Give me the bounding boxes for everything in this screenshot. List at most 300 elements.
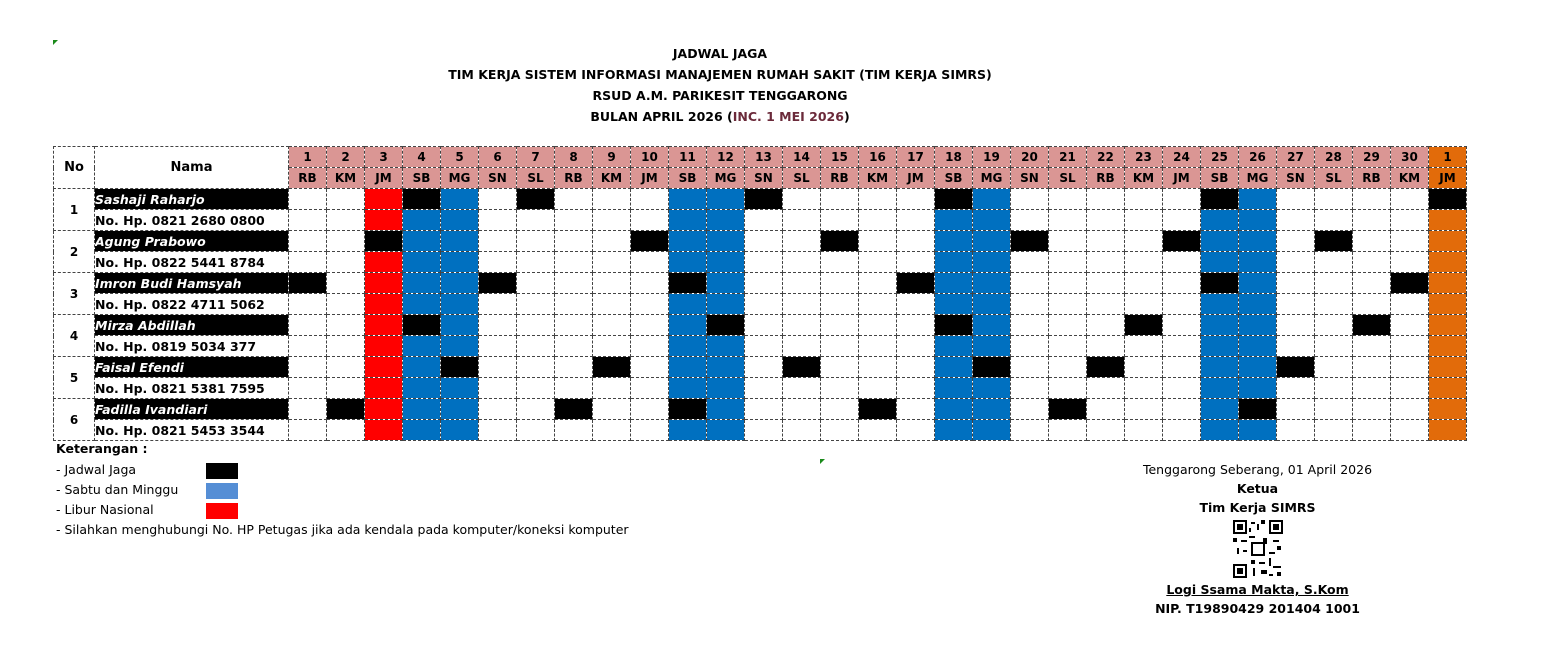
schedule-cell: [821, 420, 859, 441]
title-line-2: TIM KERJA SISTEM INFORMASI MANAJEMEN RUMAH SAKIT (TIM KERJA SIMRS): [448, 67, 992, 82]
schedule-cell: [973, 210, 1011, 231]
schedule-cell: [517, 273, 555, 294]
schedule-cell: [707, 399, 745, 420]
schedule-cell: [1011, 252, 1049, 273]
schedule-cell: [441, 378, 479, 399]
schedule-cell: [1429, 294, 1467, 315]
schedule-cell: [821, 399, 859, 420]
schedule-cell: [783, 231, 821, 252]
day-code-header: JM: [897, 168, 935, 189]
schedule-cell: [289, 294, 327, 315]
duty-cell: [897, 273, 935, 294]
schedule-cell: [631, 189, 669, 210]
day-number-header: 11: [669, 147, 707, 168]
inc-note: INC. 1 MEI 2026: [732, 109, 844, 124]
day-code-header: MG: [973, 168, 1011, 189]
schedule-cell: [821, 210, 859, 231]
duty-cell: [669, 273, 707, 294]
schedule-cell: [669, 252, 707, 273]
schedule-cell: [365, 336, 403, 357]
duty-cell: [935, 189, 973, 210]
schedule-cell: [479, 399, 517, 420]
schedule-cell: [289, 210, 327, 231]
schedule-cell: [783, 252, 821, 273]
schedule-cell: [1087, 378, 1125, 399]
duty-cell: [555, 399, 593, 420]
schedule-cell: [1277, 315, 1315, 336]
place-date: Tenggarong Seberang, 01 April 2026: [1142, 462, 1373, 477]
duty-cell: [935, 315, 973, 336]
schedule-cell: [1125, 189, 1163, 210]
schedule-cell: [517, 315, 555, 336]
schedule-cell: [441, 252, 479, 273]
staff-number: 3: [54, 273, 95, 315]
schedule-cell: [1429, 231, 1467, 252]
staff-phone: No. Hp. 0822 4711 5062: [95, 294, 289, 315]
day-code-header: KM: [859, 168, 897, 189]
schedule-cell: [783, 420, 821, 441]
schedule-cell: [707, 231, 745, 252]
schedule-cell: [1087, 231, 1125, 252]
schedule-cell: [1125, 252, 1163, 273]
day-code-header: MG: [441, 168, 479, 189]
staff-name-row: [54, 315, 1467, 336]
staff-name-row: [54, 231, 1467, 252]
schedule-cell: [403, 252, 441, 273]
schedule-cell: [517, 252, 555, 273]
schedule-cell: [1277, 336, 1315, 357]
schedule-cell: [821, 294, 859, 315]
duty-cell: [1011, 231, 1049, 252]
weekend-swatch: [206, 483, 238, 499]
schedule-cell: [783, 399, 821, 420]
schedule-cell: [289, 252, 327, 273]
col-name-header: Nama: [95, 147, 289, 189]
schedule-cell: [707, 252, 745, 273]
schedule-cell: [1011, 273, 1049, 294]
staff-phone: No. Hp. 0821 5381 7595: [95, 378, 289, 399]
schedule-cell: [403, 336, 441, 357]
schedule-cell: [745, 315, 783, 336]
schedule-cell: [1087, 336, 1125, 357]
schedule-cell: [1011, 399, 1049, 420]
schedule-cell: [327, 189, 365, 210]
schedule-cell: [479, 378, 517, 399]
schedule-cell: [1049, 378, 1087, 399]
schedule-cell: [1429, 399, 1467, 420]
schedule-cell: [1391, 357, 1429, 378]
duty-cell: [973, 357, 1011, 378]
schedule-cell: [1315, 273, 1353, 294]
duty-cell: [1429, 189, 1467, 210]
schedule-cell: [1049, 252, 1087, 273]
duty-cell: [441, 357, 479, 378]
day-number-header: 27: [1277, 147, 1315, 168]
day-number-header: 22: [1087, 147, 1125, 168]
day-number-header: 12: [707, 147, 745, 168]
schedule-cell: [1125, 357, 1163, 378]
schedule-cell: [365, 210, 403, 231]
schedule-cell: [327, 294, 365, 315]
schedule-cell: [1277, 210, 1315, 231]
schedule-cell: [1125, 378, 1163, 399]
schedule-cell: [365, 189, 403, 210]
schedule-cell: [1049, 189, 1087, 210]
day-number-header: 1: [289, 147, 327, 168]
day-number-header: 20: [1011, 147, 1049, 168]
signature-block: [1140, 460, 1375, 618]
schedule-cell: [593, 252, 631, 273]
schedule-cell: [783, 315, 821, 336]
schedule-cell: [745, 420, 783, 441]
schedule-cell: [593, 399, 631, 420]
schedule-cell: [973, 189, 1011, 210]
schedule-cell: [1087, 315, 1125, 336]
schedule-cell: [517, 420, 555, 441]
schedule-cell: [1315, 315, 1353, 336]
day-code-header: JM: [1429, 168, 1467, 189]
staff-name-row: [54, 357, 1467, 378]
schedule-cell: [669, 231, 707, 252]
legend-item: - Sabtu dan Minggu: [56, 480, 629, 500]
day-code-header: KM: [327, 168, 365, 189]
schedule-cell: [1239, 357, 1277, 378]
title-line-3: RSUD A.M. PARIKESIT TENGGARONG: [592, 88, 848, 103]
day-code-header: JM: [631, 168, 669, 189]
schedule-cell: [1315, 378, 1353, 399]
schedule-cell: [1125, 420, 1163, 441]
schedule-cell: [403, 357, 441, 378]
schedule-cell: [403, 420, 441, 441]
schedule-cell: [1391, 294, 1429, 315]
duty-cell: [1353, 315, 1391, 336]
schedule-cell: [973, 273, 1011, 294]
day-code-header: KM: [1391, 168, 1429, 189]
day-code-header: KM: [1125, 168, 1163, 189]
day-number-header: 8: [555, 147, 593, 168]
schedule-cell: [555, 420, 593, 441]
schedule-cell: [821, 315, 859, 336]
schedule-cell: [1087, 420, 1125, 441]
schedule-cell: [821, 357, 859, 378]
staff-name: Fadilla Ivandiari: [95, 399, 289, 420]
schedule-cell: [859, 294, 897, 315]
day-number-header: 9: [593, 147, 631, 168]
day-number-row: [54, 147, 1467, 168]
day-code-header: SN: [1277, 168, 1315, 189]
schedule-cell: [1429, 357, 1467, 378]
schedule-cell: [1049, 231, 1087, 252]
schedule-cell: [479, 294, 517, 315]
schedule-cell: [1353, 294, 1391, 315]
schedule-cell: [441, 420, 479, 441]
schedule-cell: [289, 231, 327, 252]
schedule-cell: [859, 231, 897, 252]
duty-cell: [1315, 231, 1353, 252]
staff-number: 6: [54, 399, 95, 441]
schedule-cell: [1391, 210, 1429, 231]
schedule-table: [53, 146, 1467, 441]
schedule-cell: [1429, 378, 1467, 399]
schedule-cell: [745, 294, 783, 315]
schedule-cell: [935, 420, 973, 441]
schedule-cell: [1277, 378, 1315, 399]
schedule-cell: [631, 357, 669, 378]
day-code-header: RB: [821, 168, 859, 189]
schedule-cell: [1049, 420, 1087, 441]
duty-cell: [517, 189, 555, 210]
staff-number: 1: [54, 189, 95, 231]
day-number-header: 5: [441, 147, 479, 168]
schedule-cell: [327, 336, 365, 357]
day-code-header: SB: [403, 168, 441, 189]
day-number-header: 26: [1239, 147, 1277, 168]
duty-cell: [859, 399, 897, 420]
schedule-cell: [441, 315, 479, 336]
day-number-header: 3: [365, 147, 403, 168]
staff-phone-row: [54, 252, 1467, 273]
schedule-cell: [1391, 315, 1429, 336]
schedule-cell: [1163, 357, 1201, 378]
schedule-cell: [479, 231, 517, 252]
schedule-cell: [631, 273, 669, 294]
schedule-cell: [1049, 357, 1087, 378]
schedule-cell: [1353, 420, 1391, 441]
duty-cell: [289, 273, 327, 294]
schedule-cell: [327, 357, 365, 378]
schedule-cell: [479, 189, 517, 210]
schedule-cell: [365, 399, 403, 420]
day-code-header: MG: [707, 168, 745, 189]
schedule-cell: [1163, 315, 1201, 336]
day-number-header: 21: [1049, 147, 1087, 168]
staff-phone-row: [54, 378, 1467, 399]
day-code-header: SL: [1049, 168, 1087, 189]
duty-cell: [593, 357, 631, 378]
schedule-cell: [289, 399, 327, 420]
schedule-cell: [327, 210, 365, 231]
duty-cell: [403, 189, 441, 210]
duty-cell: [1125, 315, 1163, 336]
schedule-cell: [897, 210, 935, 231]
col-no-header: No: [54, 147, 95, 189]
schedule-cell: [783, 273, 821, 294]
schedule-cell: [365, 420, 403, 441]
schedule-cell: [935, 294, 973, 315]
schedule-cell: [555, 189, 593, 210]
schedule-cell: [1391, 252, 1429, 273]
schedule-cell: [1239, 378, 1277, 399]
schedule-cell: [897, 378, 935, 399]
schedule-cell: [1011, 315, 1049, 336]
schedule-cell: [631, 294, 669, 315]
title-line-1: JADWAL JAGA: [672, 46, 768, 61]
staff-name: Faisal Efendi: [95, 357, 289, 378]
duty-cell: [821, 231, 859, 252]
schedule-cell: [1277, 231, 1315, 252]
schedule-cell: [707, 210, 745, 231]
schedule-cell: [859, 336, 897, 357]
day-number-header: 19: [973, 147, 1011, 168]
legend-note: - Silahkan menghubungi No. HP Petugas jika ada kendala pada komputer/koneksi komputer: [56, 522, 629, 537]
schedule-cell: [479, 315, 517, 336]
schedule-cell: [593, 231, 631, 252]
schedule-cell: [593, 420, 631, 441]
schedule-cell: [859, 315, 897, 336]
schedule-cell: [327, 315, 365, 336]
staff-phone: No. Hp. 0822 5441 8784: [95, 252, 289, 273]
schedule-cell: [1391, 336, 1429, 357]
schedule-cell: [897, 294, 935, 315]
schedule-cell: [365, 294, 403, 315]
schedule-cell: [669, 357, 707, 378]
schedule-cell: [707, 357, 745, 378]
day-number-header: 14: [783, 147, 821, 168]
duty-cell: [1201, 189, 1239, 210]
schedule-cell: [935, 378, 973, 399]
schedule-cell: [1239, 273, 1277, 294]
schedule-cell: [517, 210, 555, 231]
schedule-cell: [783, 189, 821, 210]
schedule-cell: [1087, 273, 1125, 294]
duty-cell: [783, 357, 821, 378]
schedule-cell: [1315, 252, 1353, 273]
duty-cell: [669, 399, 707, 420]
schedule-cell: [859, 273, 897, 294]
schedule-cell: [669, 189, 707, 210]
day-code-header: JM: [1163, 168, 1201, 189]
day-number-header: 17: [897, 147, 935, 168]
schedule-cell: [631, 420, 669, 441]
schedule-cell: [935, 231, 973, 252]
legend: [56, 441, 629, 540]
schedule-cell: [1011, 210, 1049, 231]
staff-name-row: [54, 399, 1467, 420]
schedule-cell: [1391, 378, 1429, 399]
schedule-cell: [669, 210, 707, 231]
schedule-cell: [1049, 336, 1087, 357]
schedule-cell: [745, 336, 783, 357]
schedule-cell: [555, 336, 593, 357]
day-code-header: KM: [593, 168, 631, 189]
schedule-cell: [1315, 189, 1353, 210]
day-number-header: 23: [1125, 147, 1163, 168]
duty-cell: [1049, 399, 1087, 420]
schedule-cell: [327, 420, 365, 441]
schedule-cell: [403, 210, 441, 231]
schedule-cell: [897, 231, 935, 252]
schedule-cell: [859, 420, 897, 441]
schedule-cell: [289, 357, 327, 378]
schedule-cell: [1087, 399, 1125, 420]
day-number-header: 16: [859, 147, 897, 168]
schedule-cell: [1353, 210, 1391, 231]
schedule-cell: [1429, 210, 1467, 231]
schedule-cell: [517, 231, 555, 252]
schedule-cell: [973, 336, 1011, 357]
schedule-cell: [403, 273, 441, 294]
day-code-header: SN: [1011, 168, 1049, 189]
schedule-cell: [1391, 399, 1429, 420]
schedule-cell: [365, 252, 403, 273]
staff-number: 2: [54, 231, 95, 273]
schedule-cell: [1049, 315, 1087, 336]
schedule-cell: [631, 399, 669, 420]
title-line-4: BULAN APRIL 2026 (INC. 1 MEI 2026): [590, 109, 850, 124]
schedule-cell: [859, 378, 897, 399]
duty-cell: [1201, 273, 1239, 294]
schedule-cell: [1011, 336, 1049, 357]
schedule-cell: [403, 378, 441, 399]
schedule-cell: [1429, 315, 1467, 336]
schedule-cell: [707, 420, 745, 441]
schedule-cell: [1087, 294, 1125, 315]
schedule-cell: [593, 210, 631, 231]
day-number-header: 4: [403, 147, 441, 168]
schedule-cell: [1239, 231, 1277, 252]
schedule-cell: [669, 315, 707, 336]
schedule-cell: [1239, 294, 1277, 315]
schedule-cell: [1353, 399, 1391, 420]
schedule-cell: [555, 378, 593, 399]
schedule-cell: [935, 399, 973, 420]
staff-phone: No. Hp. 0821 5453 3544: [95, 420, 289, 441]
schedule-cell: [1125, 294, 1163, 315]
schedule-cell: [897, 336, 935, 357]
schedule-cell: [897, 399, 935, 420]
schedule-cell: [1087, 252, 1125, 273]
schedule-cell: [1011, 357, 1049, 378]
duty-cell: [707, 315, 745, 336]
schedule-cell: [365, 378, 403, 399]
schedule-cell: [1201, 378, 1239, 399]
schedule-cell: [593, 336, 631, 357]
schedule-cell: [1277, 273, 1315, 294]
staff-name: Agung Prabowo: [95, 231, 289, 252]
schedule-cell: [289, 336, 327, 357]
schedule-cell: [1125, 273, 1163, 294]
schedule-cell: [327, 252, 365, 273]
schedule-cell: [821, 189, 859, 210]
schedule-cell: [821, 336, 859, 357]
schedule-cell: [935, 252, 973, 273]
schedule-cell: [1087, 210, 1125, 231]
staff-phone-row: [54, 336, 1467, 357]
signer-name: Logi Ssama Makta, S.Kom: [1166, 582, 1349, 597]
staff-name: Sashaji Raharjo: [95, 189, 289, 210]
schedule-cell: [783, 336, 821, 357]
schedule-cell: [593, 189, 631, 210]
day-number-header: 24: [1163, 147, 1201, 168]
schedule-cell: [935, 357, 973, 378]
schedule-cell: [821, 252, 859, 273]
staff-name-row: [54, 273, 1467, 294]
schedule-cell: [1353, 336, 1391, 357]
schedule-cell: [327, 273, 365, 294]
schedule-cell: [479, 420, 517, 441]
schedule-cell: [289, 189, 327, 210]
schedule-cell: [1315, 420, 1353, 441]
duty-cell: [365, 231, 403, 252]
schedule-cell: [783, 294, 821, 315]
schedule-cell: [1429, 420, 1467, 441]
day-number-header: 15: [821, 147, 859, 168]
schedule-cell: [631, 315, 669, 336]
schedule-cell: [897, 420, 935, 441]
schedule-cell: [1315, 294, 1353, 315]
schedule-cell: [1201, 294, 1239, 315]
day-number-header: 6: [479, 147, 517, 168]
